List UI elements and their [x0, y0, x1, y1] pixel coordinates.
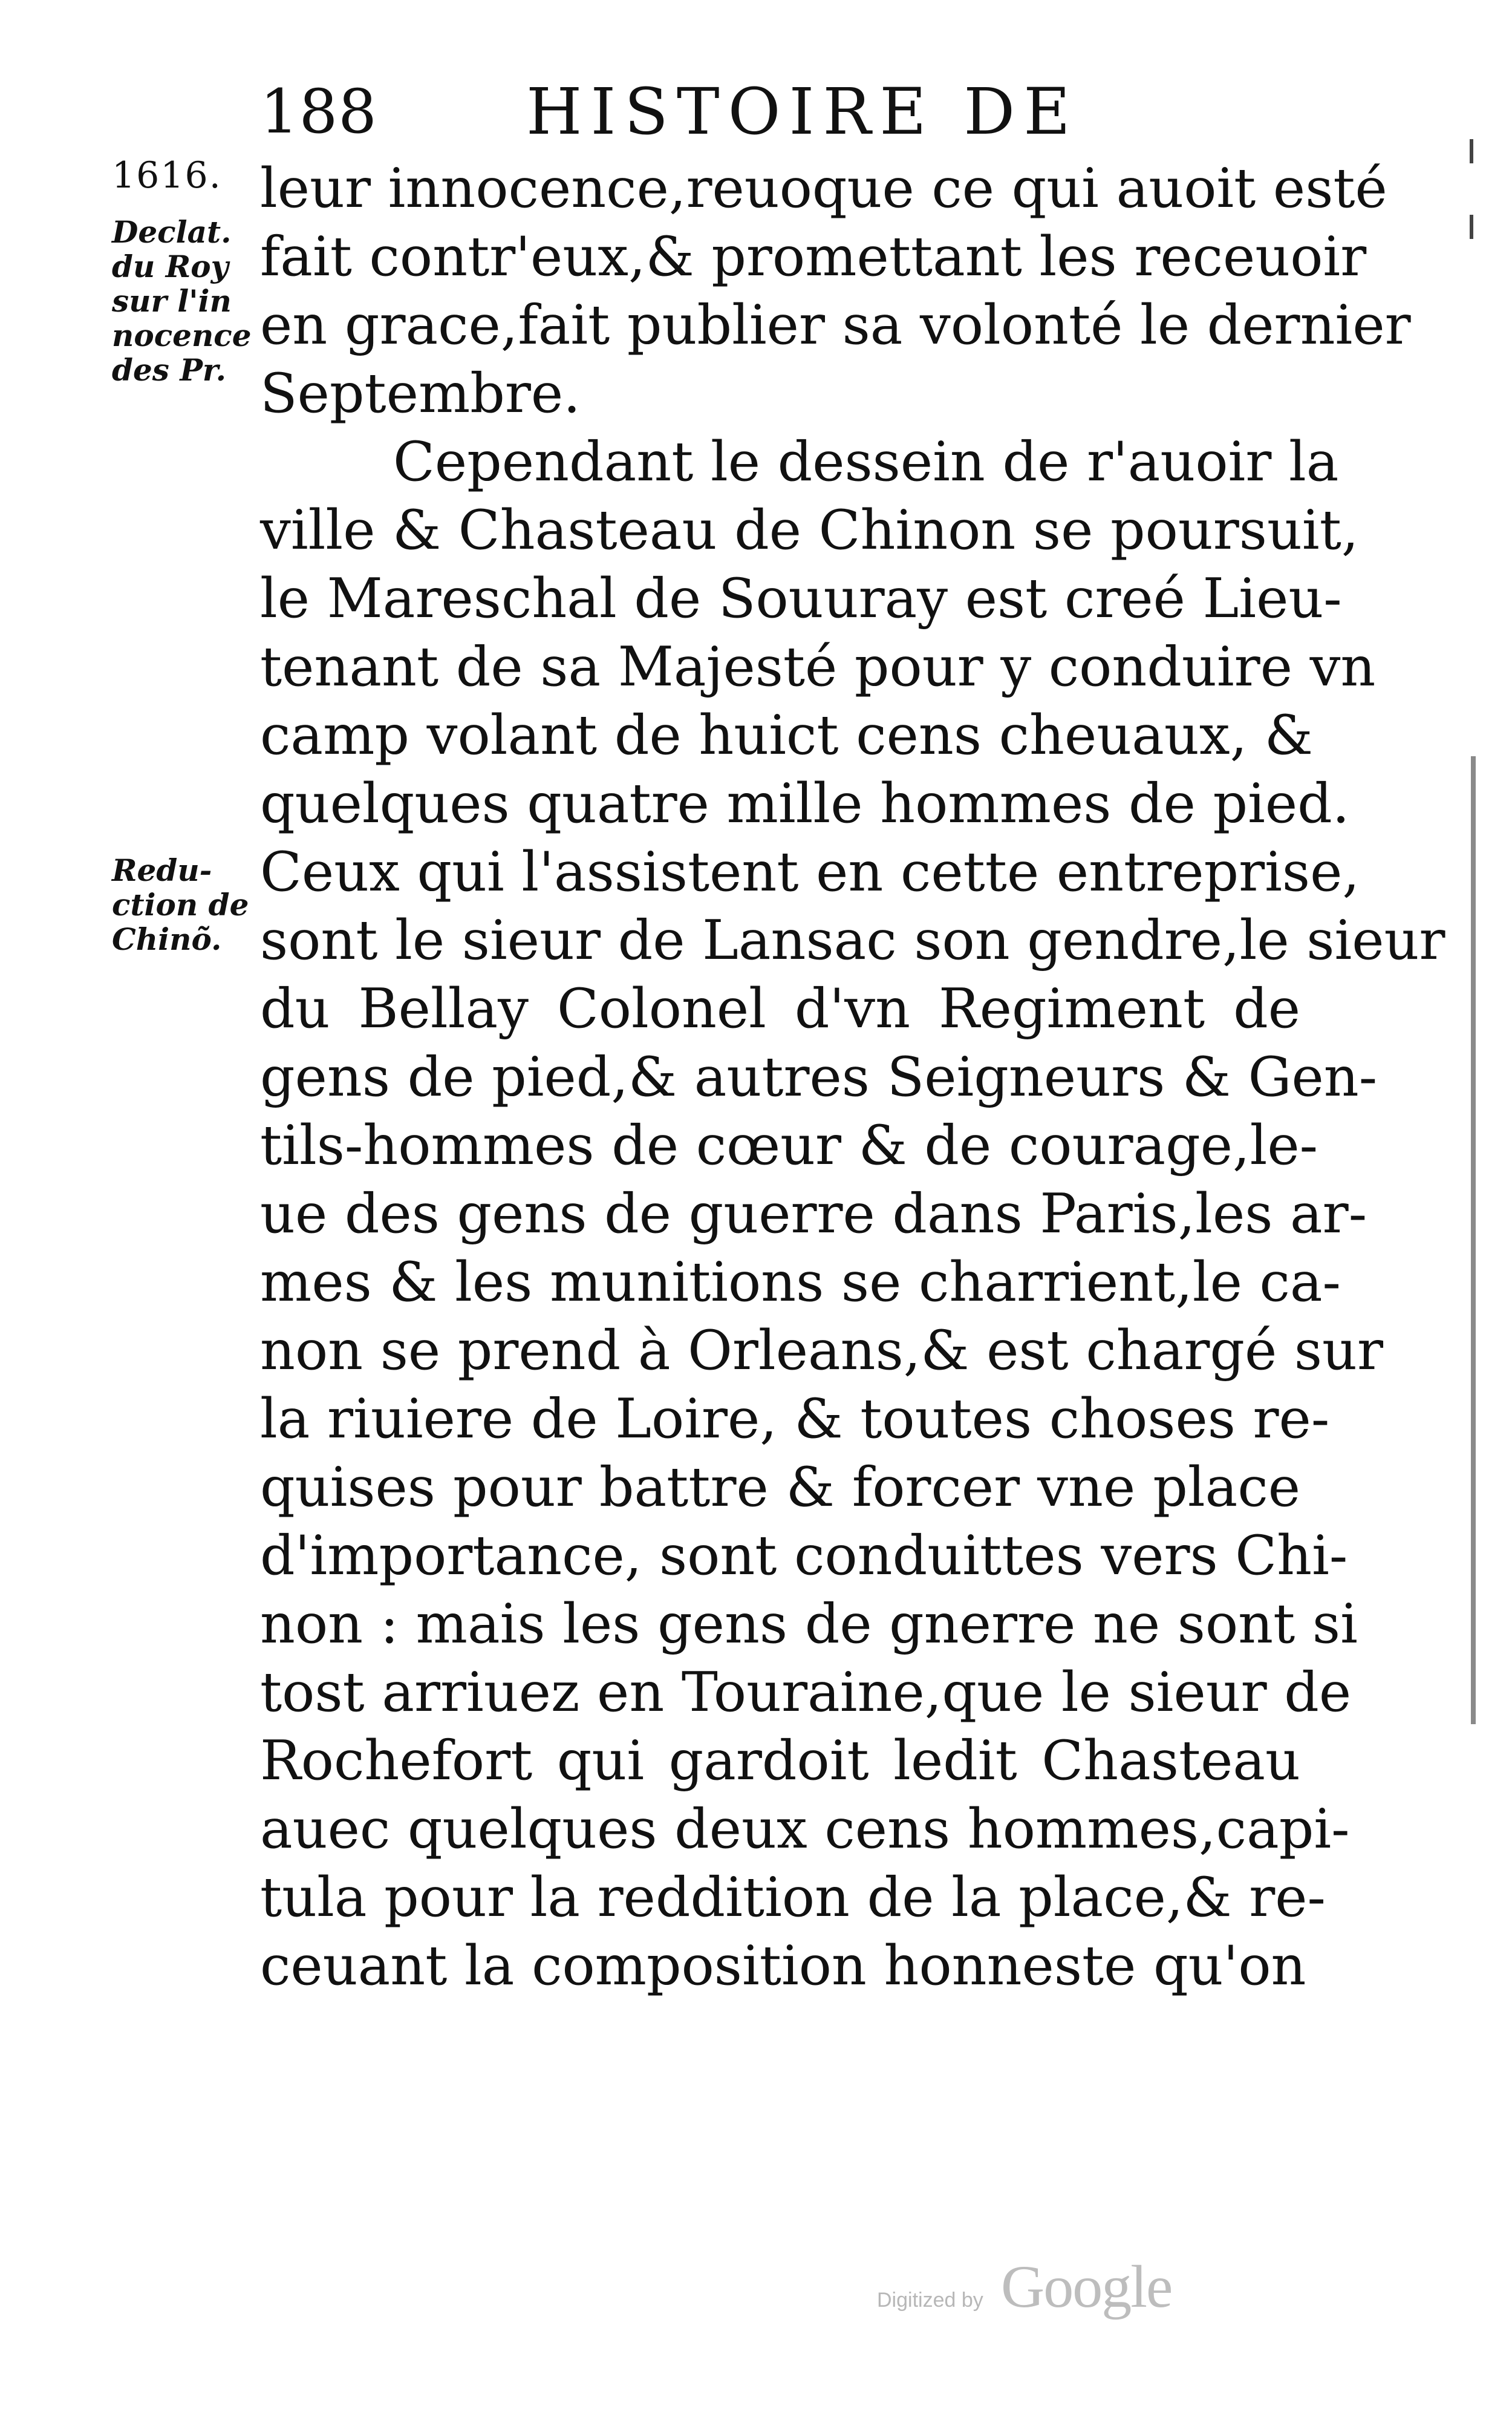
- text-line: Septembre.: [260, 362, 581, 425]
- margin-note-line: ction de: [112, 887, 249, 923]
- margin-note-line: Declat.: [112, 214, 232, 250]
- page-edge-speck: [1470, 215, 1473, 239]
- text-line: auec quelques deux cens hommes,capi-: [260, 1797, 1350, 1861]
- google-logo: Google: [1001, 2253, 1172, 2320]
- text-line: quises pour battre & forcer vne place: [260, 1456, 1300, 1519]
- margin-note-line: des Pr.: [112, 352, 227, 388]
- margin-year: 1616.: [112, 154, 222, 197]
- margin-note-line: du Roy: [112, 249, 229, 284]
- text-line: quelques quatre mille hommes de pied.: [260, 772, 1350, 835]
- text-line: Rochefort qui gardoit ledit Chasteau: [260, 1729, 1300, 1793]
- text-line: sont le sieur de Lansac son gendre,le sieur: [260, 909, 1445, 972]
- text-line: ceuant la composition honneste qu'on: [260, 1934, 1306, 1998]
- text-line: tula pour la reddition de la place,& re-: [260, 1866, 1326, 1929]
- text-line: Cependant le dessein de r'auoir la: [393, 430, 1339, 494]
- running-title: HISTOIRE DE: [526, 74, 1079, 149]
- text-line: en grace,fait publier sa volonté le dernier: [260, 293, 1411, 357]
- text-line: tils-hommes de cœur & de courage,le-: [260, 1114, 1318, 1177]
- text-line: ue des gens de guerre dans Paris,les ar-: [260, 1182, 1367, 1246]
- text-line: le Mareschal de Souuray est creé Lieu-: [260, 567, 1342, 630]
- text-line: gens de pied,& autres Seigneurs & Gen-: [260, 1045, 1378, 1109]
- text-line: Ceux qui l'assistent en cette entreprise,: [260, 840, 1360, 904]
- digitized-by-label: Digitized by: [877, 2289, 983, 2312]
- text-line: leur innocence,reuoque ce qui auoit esté: [260, 157, 1387, 220]
- text-line: la riuiere de Loire, & toutes choses re-: [260, 1387, 1330, 1451]
- text-line: camp volant de huict cens cheuaux, &: [260, 704, 1313, 767]
- margin-note-line: Redu-: [112, 852, 212, 888]
- body-text: [260, 154, 1445, 2000]
- text-line: fait contr'eux,& promettant les receuoir: [260, 225, 1367, 289]
- text-line: ville & Chasteau de Chinon se poursuit,: [260, 498, 1359, 562]
- margin-note-declaration: [112, 215, 252, 387]
- text-line: du Bellay Colonel d'vn Regiment de: [260, 977, 1300, 1041]
- text-line: mes & les munitions se charrient,le ca-: [260, 1250, 1341, 1314]
- text-line: tenant de sa Majesté pour y conduire vn: [260, 635, 1376, 699]
- page-number: 188: [260, 76, 377, 147]
- text-line: non : mais les gens de gnerre ne sont si: [260, 1592, 1358, 1656]
- digitized-watermark: [877, 2254, 1240, 2326]
- margin-note-line: sur l'in: [112, 283, 232, 319]
- text-line: non se prend à Orleans,& est chargé sur: [260, 1319, 1384, 1382]
- page-edge-shadow: [1471, 756, 1476, 1724]
- running-head: [260, 76, 1167, 160]
- page-edge-speck: [1470, 139, 1473, 163]
- text-line: tost arriuez en Touraine,que le sieur de: [260, 1661, 1352, 1724]
- margin-note-line: Chinõ.: [112, 921, 222, 957]
- margin-note-reduction: [112, 853, 249, 956]
- text-line: d'importance, sont conduittes vers Chi-: [260, 1524, 1348, 1587]
- margin-note-line: nocence: [112, 318, 252, 353]
